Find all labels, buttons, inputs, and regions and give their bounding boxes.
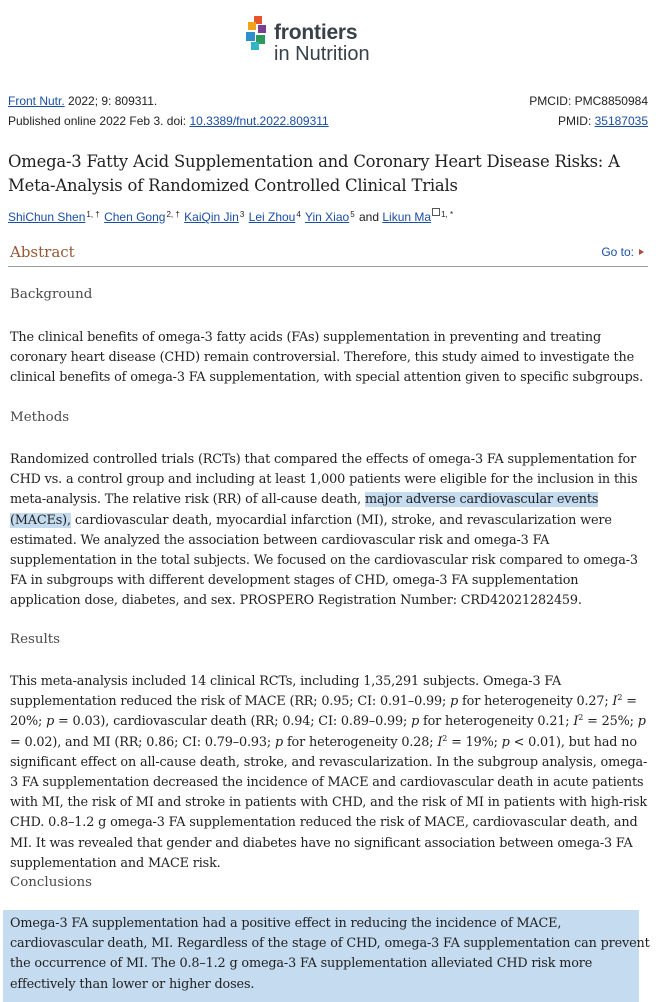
- author-affiliation: 2, †: [166, 210, 180, 219]
- author-link[interactable]: Chen Gong: [104, 210, 166, 224]
- citation-line-2: [8, 114, 648, 128]
- goto-label: Go to:: [601, 245, 634, 259]
- highlighted-text: major adverse cardiovascular events (MACEs),: [10, 492, 599, 528]
- author-affiliation: 1, †: [86, 210, 100, 219]
- journal-logo: [245, 16, 395, 70]
- abstract-header: [8, 240, 648, 267]
- author-link[interactable]: Yin Xiao: [304, 210, 350, 224]
- results-heading: Results: [10, 632, 61, 647]
- doi-link[interactable]: 10.3389/fnut.2022.809311: [189, 114, 329, 128]
- issue-text: 2022; 9: 809311.: [64, 94, 158, 108]
- journal-link[interactable]: Front Nutr.: [8, 94, 65, 108]
- methods-text: [10, 450, 650, 612]
- citation-line-1: [8, 94, 648, 108]
- pmid-link[interactable]: 35187035: [594, 114, 648, 128]
- background-heading: Background: [10, 287, 93, 302]
- background-text: The clinical benefits of omega-3 fatty acids (FAs) supplementation in preventing and treating coronary heart disease (CHD) remain controversial. Therefore, this study aimed to investigate the clinical benefits of omega-3 FA supplementation, with special attention given to specific subgroups.: [10, 330, 643, 386]
- author-link[interactable]: KaiQin Jin: [184, 210, 239, 224]
- published-text: Published online 2022 Feb 3. doi:: [8, 114, 190, 128]
- conclusions-heading: Conclusions: [10, 875, 93, 890]
- article-title: Omega-3 Fatty Acid Supplementation and Coronary Heart Disease Risks: A Meta-Analysis of Randomized Controlled Clinical Trials: [8, 152, 620, 195]
- author-link[interactable]: Lei Zhou: [248, 210, 296, 224]
- goto-menu[interactable]: [601, 245, 644, 259]
- author-affiliation: 5: [350, 210, 355, 219]
- methods-text-a: Randomized controlled trials (RCTs) that compared the effects of omega-3 FA supplementation for CHD vs. a control group and including at least 1,000 patients were eligible for the inclusion in this meta-analysis. The relative risk (RR) of all-cause death,: [10, 452, 638, 508]
- pmcid-text: PMCID: PMC8850984: [529, 94, 648, 108]
- abstract-heading: Abstract: [10, 243, 75, 261]
- author-affiliation: 4: [296, 210, 301, 219]
- conclusions-text: Omega-3 FA supplementation had a positive effect in reducing the incidence of MACE, cardiovascular death, MI. Regardless of the stage of CHD, omega-3 FA supplementation can prevent the occurrence of MI. The 0.8–1.2 g omega-3 FA supplementation alleviated CHD risk more effectively than lower or higher doses.: [10, 916, 650, 992]
- pmid-label: PMID:: [557, 114, 595, 128]
- methods-text-b: cardiovascular death, myocardial infarction (MI), stroke, and revascularization were estimated. We analyzed the association between cardiovascular risk and omega-3 FA supplementation in the total subjects. We focused on the cardiovascular risk compared to omega-3 FA in subgroups with different development stages of CHD, omega-3 FA supplementation application dose, diabetes, and sex. PROSPERO Registration Number: CRD42021282459.: [10, 512, 638, 609]
- email-icon[interactable]: [432, 208, 440, 216]
- author-link[interactable]: ShiChun Shen: [8, 210, 86, 224]
- author-affiliation: 1, *: [441, 210, 454, 219]
- author-link[interactable]: Likun Ma: [382, 210, 432, 224]
- triangle-right-icon: [639, 249, 644, 255]
- frontiers-logo-icon: [245, 16, 271, 50]
- author-affiliation: 3: [239, 210, 245, 219]
- authors-and: and: [358, 210, 380, 224]
- results-text: This meta-analysis included 14 clinical RCTs, including 1,35,291 subjects. Omega-3 FA supplementation reduced the risk of MACE (RR; 0.95; CI: 0.91–0.99; p for heterogeneity 0.27; $I^2 = 20\%$; p = 0.03), cardiovascular death (RR; 0.94; CI: 0.89–0.99; p for heterogeneity 0.21; $I^2 = 25\%$; p = 0.02), and MI (RR; 0.86; CI: 0.79–0.93; p for heterogeneity 0.28; $I^2 = 19\%$; p < 0.01), but had no significant effect on all-cause death, stroke, and revascularization. In the subgroup analysis, omega-3 FA supplementation decreased the incidence of MACE and cardiovascular death in acute patients with MI, the risk of MI and stroke in patients with CHD, and the risk of MI in patients with high-risk CHD. 0.8–1.2 g omega-3 FA supplementation reduced the risk of MACE, cardiovascular death, and MI. It was revealed that gender and diabetes have no significant association between omega-3 FA supplementation and MACE risk.: [10, 674, 648, 871]
- logo-text-journal: in Nutrition: [274, 43, 370, 65]
- author-list: [8, 208, 648, 224]
- methods-heading: Methods: [10, 410, 70, 425]
- logo-text-frontiers: frontiers: [274, 21, 358, 44]
